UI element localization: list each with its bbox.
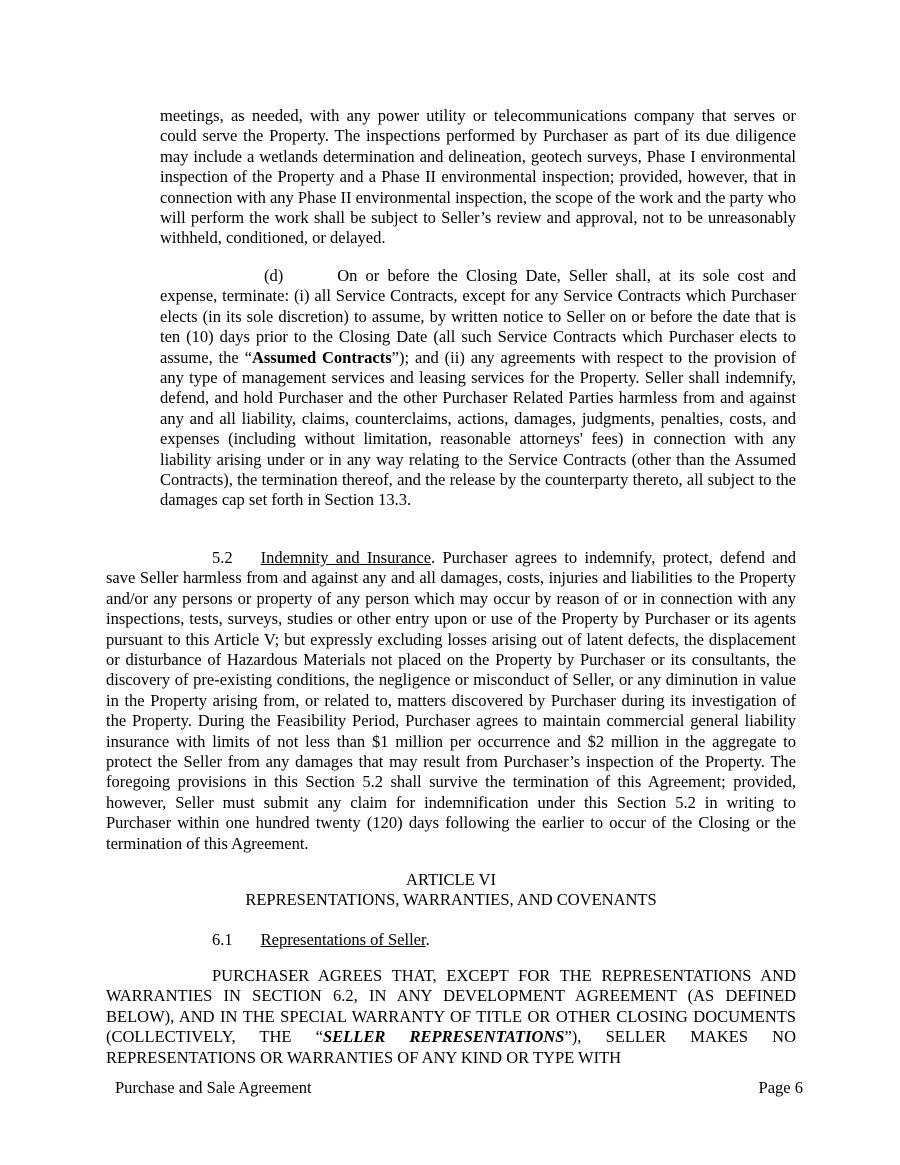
section-6-1-heading: 6.1 Representations of Seller. <box>212 930 430 949</box>
footer-document-title: Purchase and Sale Agreement <box>115 1078 312 1097</box>
section-title: Indemnity and Insurance <box>260 548 432 567</box>
article-heading: ARTICLE VI <box>406 870 496 889</box>
defined-term-seller-representations: SELLER REPRESENTATIONS <box>323 1027 565 1047</box>
subsection-label: (d) <box>264 266 284 285</box>
section-number: 5.2 <box>212 548 233 567</box>
section-5-2-indemnity: 5.2 Indemnity and Insurance. Purchaser agrees to indemnify, protect, defend and save Seller harmless from and against any and all damages, costs, injuries and liabilities to the Property and/or any persons or property of any person which may occur by reason of or in connection with any inspections, tests, surveys, studies or other entry upon or use of the Property by Purchaser or its agents pursuant to this Article V; but expressly excluding losses arising out of latent defects, the displacement or disturbance of Hazardous Materials not placed on the Property by Purchaser or its consultants, the discovery of pre-existing conditions, the negligence or misconduct of Seller, or any diminution in value in the Property arising from, or related to, matters discovered by Purchaser during its investigation of the Property. During the Feasibility Period, Purchaser agrees to maintain commercial general liability insurance with limits of not less than $1 million per occurrence and $2 million in the aggregate to protect the Seller from any damages that may result from Purchaser’s inspection of the Property. The foregoing provisions in this Section 5.2 shall survive the termination of this Agreement; provided, however, Seller must submit any claim for indemnification under this Section 5.2 in writing to Purchaser within one hundred twenty (120) days following the earlier to occur of the Closing or the termination of this Agreement. <box>106 548 796 853</box>
paragraph-inspections: meetings, as needed, with any power utility or telecommunications company that serves or could serve the Property. The inspections performed by Purchaser as part of its due diligence may include a wetlands determination and delineation, geotech surveys, Phase I environmental inspection of the Property and a Phase II environmental inspection; provided, however, that in connection with any Phase II environmental inspection, the scope of the work and the party who will perform the work shall be subject to Seller’s review and approval, not to be unreasonably withheld, conditioned, or delayed. <box>160 106 796 248</box>
section-number: 6.1 <box>212 930 233 949</box>
paragraph-service-contracts: (d) On or before the Closing Date, Seller shall, at its sole cost and expense, terminate: (i) all Service Contracts, except for any Service Contracts which Purchaser elects (in its sole discretion) to assume, by written notice to Seller on or before the date that is ten (10) days prior to the Closing Date (all such Service Contracts which Purchaser elects to assume, the “Assumed Contracts”); and (ii) any agreements with respect to the provision of any type of management services and leasing services for the Property. Seller shall indemnify, defend, and hold Purchaser and the other Purchaser Related Parties harmless from and against any and all liability, claims, counterclaims, actions, damages, judgments, penalties, costs, and expenses (including without limitation, reasonable attorneys' fees) in connection with any liability arising under or in any way relating to the Service Contracts (other than the Assumed Contracts), the termination thereof, and the release by the counterparty thereto, all subject to the damages cap set forth in Section 13.3. <box>160 266 796 510</box>
defined-term-assumed-contracts: Assumed Contracts <box>251 347 392 367</box>
section-title: Representations of Seller <box>260 930 426 949</box>
paragraph-disclaimer: PURCHASER AGREES THAT, EXCEPT FOR THE REPRESENTATIONS AND WARRANTIES IN SECTION 6.2, IN ANY DEVELOPMENT AGREEMENT (AS DEFINED BELOW), AND IN THE SPECIAL WARRANTY OF TITLE OR OTHER CLOSING DOCUMENTS (COLLECTIVELY, THE “SELLER REPRESENTATIONS”), SELLER MAKES NO REPRESENTATIONS OR WARRANTIES OF ANY KIND OR TYPE WITH <box>106 966 796 1067</box>
footer-page-number: Page 6 <box>758 1078 803 1097</box>
article-title: REPRESENTATIONS, WARRANTIES, AND COVENANTS <box>245 890 657 909</box>
